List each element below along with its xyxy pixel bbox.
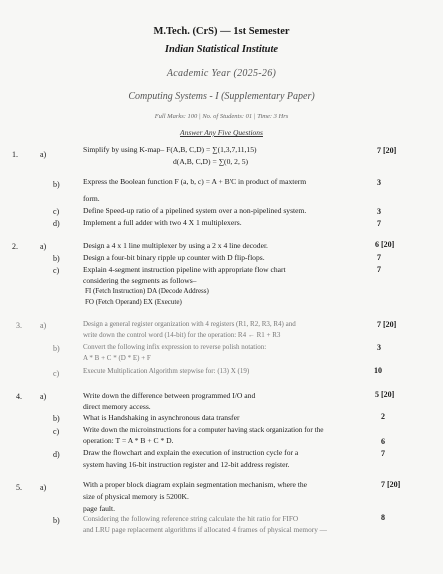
part-label: c) — [53, 427, 60, 436]
paper-title: Computing Systems - I (Supplementary Paper) — [128, 91, 315, 102]
exam-meta: Full Marks: 100 | No. of Students: 01 | Time: 3 Hrs — [154, 113, 289, 120]
part-label: a) — [40, 321, 47, 330]
part-label: c) — [53, 369, 60, 378]
part-text: What is Handshaking in asynchronous data transfer — [83, 413, 240, 422]
part-text: FI (Fetch Instruction) DA (Decode Address) — [85, 287, 209, 295]
part-text: size of physical memory is 5200K. — [83, 492, 189, 501]
instruction: Answer Any Five Questions — [180, 128, 263, 137]
part-label: b) — [53, 414, 60, 423]
part-marks: 8 — [381, 513, 385, 522]
question-number: 1. — [12, 150, 18, 159]
part-text: Implement a full adder with two 4 X 1 multiplexers. — [83, 218, 242, 227]
part-text: d(A,B, C,D) = ∑(0, 2, 5) — [173, 157, 249, 166]
part-marks: 7 [20] — [377, 320, 397, 329]
part-label: c) — [53, 266, 60, 275]
part-text: considering the segments as follows– — [83, 276, 197, 285]
part-label: a) — [40, 392, 47, 401]
part-text: Design a 4 x 1 line multiplexer by using a 2 x 4 line decoder. — [83, 241, 268, 250]
part-marks: 7 [20] — [377, 146, 397, 155]
part-text: Execute Multiplication Algorithm stepwise for: (13) X (19) — [83, 367, 250, 375]
part-text: Simplify by using K-map– F(A,B, C,D) = ∑(1,3,7,11,15) — [83, 145, 257, 154]
part-label: a) — [40, 242, 47, 251]
part-marks: 7 — [377, 253, 381, 262]
institute-name: Indian Statistical Institute — [164, 44, 279, 55]
part-marks: 10 — [374, 366, 382, 375]
part-marks: 5 [20] — [375, 390, 395, 399]
part-label: b) — [53, 516, 60, 525]
part-text: With a proper block diagram explain segmentation mechanism, where the — [83, 480, 308, 489]
part-text: direct memory access. — [83, 402, 151, 411]
part-text: and LRU page replacement algorithms if allocated 4 frames of physical memory — — [83, 525, 327, 534]
part-text: page fault. — [83, 504, 116, 513]
part-label: b) — [53, 254, 60, 263]
part-text: write down the control word (14-bit) for the operation: R4 ← R1 + R3 — [83, 331, 281, 339]
part-label: b) — [53, 180, 60, 189]
part-text: Design a four-bit binary ripple up counter with D flip-flops. — [83, 253, 265, 262]
part-text: Write down the microinstructions for a computer having stack organization for the — [83, 425, 324, 434]
part-marks: 6 — [381, 437, 385, 446]
part-marks: 2 — [381, 412, 385, 421]
part-label: c) — [53, 207, 60, 216]
part-marks: 7 — [381, 449, 385, 458]
question-number: 4. — [16, 392, 22, 401]
question-number: 5. — [16, 483, 22, 492]
question-number: 2. — [12, 242, 18, 251]
part-text: form. — [83, 194, 100, 203]
academic-year: Academic Year (2025-26) — [166, 68, 277, 79]
part-marks: 3 — [377, 178, 381, 187]
part-text: Design a general register organization with 4 registers (R1, R2, R3, R4) and — [83, 320, 296, 328]
part-text: A * B + C * (D * E) + F — [83, 354, 151, 362]
part-text: Define Speed-up ratio of a pipelined system over a non-pipelined system. — [83, 206, 307, 215]
part-text: Considering the following reference string calculate the hit ratio for FIFO — [83, 514, 299, 523]
part-text: system having 16-bit instruction register and 12-bit address register. — [83, 460, 290, 469]
part-marks: 7 [20] — [381, 480, 401, 489]
part-marks: 7 — [377, 265, 381, 274]
part-label: d) — [53, 219, 60, 228]
part-text: Explain 4-segment instruction pipeline with appropriate flow chart — [83, 265, 286, 274]
part-marks: 7 — [377, 219, 381, 228]
part-text: Convert the following infix expression to reverse polish notation: — [83, 343, 267, 351]
part-label: a) — [40, 483, 47, 492]
part-label: b) — [53, 344, 60, 353]
course-title: M.Tech. (CrS) — 1st Semester — [153, 26, 290, 37]
part-marks: 3 — [377, 207, 381, 216]
part-label: d) — [53, 450, 60, 459]
part-text: FO (Fetch Operand) EX (Execute) — [85, 298, 182, 306]
part-marks: 3 — [377, 343, 381, 352]
part-text: Draw the flowchart and explain the execution of instruction cycle for a — [83, 448, 299, 457]
part-text: Write down the difference between programmed I/O and — [83, 391, 256, 400]
part-label: a) — [40, 150, 47, 159]
part-text: operation: T = A * B + C * D. — [83, 436, 174, 445]
part-marks: 6 [20] — [375, 240, 395, 249]
question-number: 3. — [16, 321, 22, 330]
part-text: Express the Boolean function F (a, b, c) = A + B'C in product of maxterm — [83, 177, 307, 186]
